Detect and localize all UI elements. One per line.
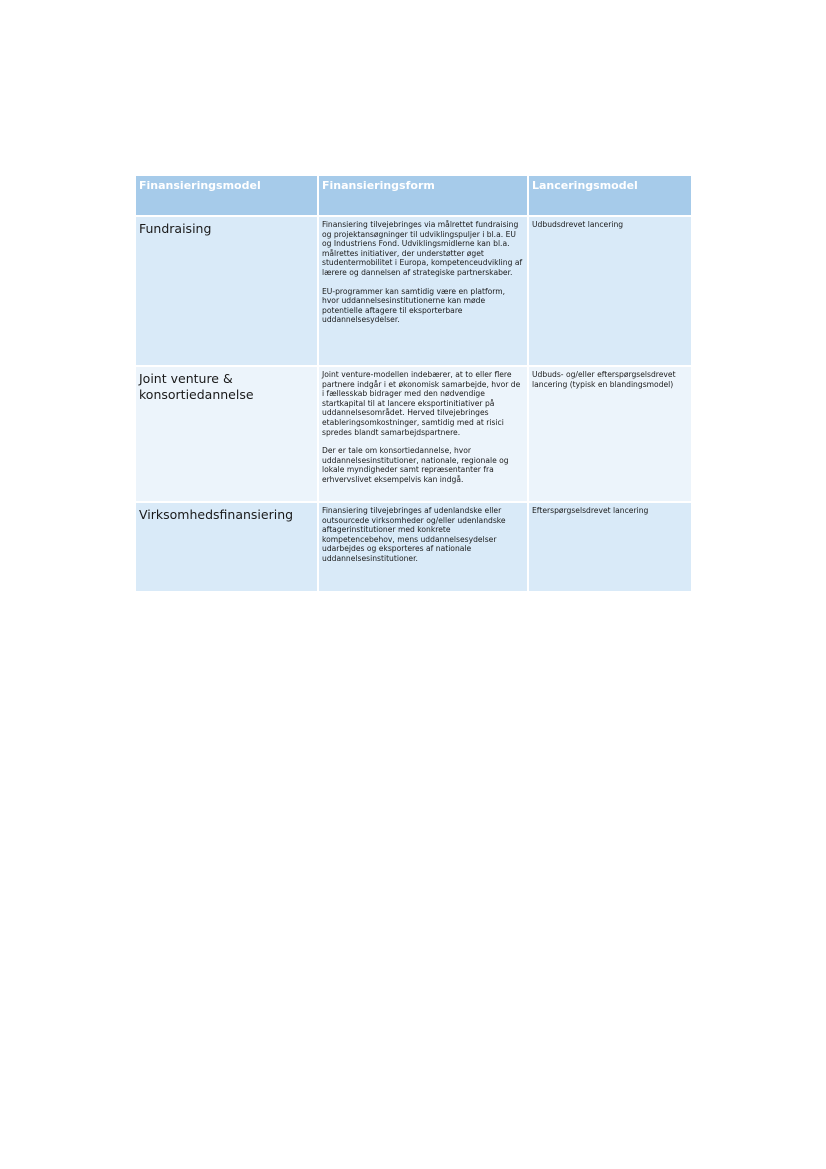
cell-model [136,367,319,503]
header-launch-model: Lanceringsmodel [529,176,691,217]
table-row [136,367,691,503]
launch-text: Efterspørgselsdrevet lancering [532,506,649,515]
header-financing-model: Finansieringsmodel [136,176,319,217]
cell-form [319,367,529,503]
form-paragraph: EU-programmer kan samtidig være en platform, hvor uddannelsesinstitutionerne kan møde potentielle aftagere til eksporterbare uddannelsesydelser. [322,286,506,325]
model-name: Fundraising [139,221,212,236]
form-paragraph: Der er tale om konsortiedannelse, hvor uddannelsesinstitutioner, nationale, regionale og lokale myndigheder samt repræsentanter fra erhvervslivet eksempelvis kan indgå. [322,446,509,484]
launch-text: Udbuds- og/eller efterspørgselsdrevet lancering (typisk en blandingsmodel) [532,370,676,389]
cell-form [319,503,529,593]
model-name: Virksomhedsfinansiering [139,507,294,522]
table-row [136,217,691,367]
table-row [136,503,691,593]
table-header-row [136,176,691,217]
cell-launch [529,217,691,367]
header-financing-form: Finansieringsform [319,176,529,217]
cell-launch [529,367,691,503]
form-paragraph: Joint venture-modellen indebærer, at to eller flere partnere indgår i et økonomisk samarbejde, hvor de i fællesskab bidrager med den nødvendige startkapital til at lancere eksportinitiativer på uddannelsesområdet. Herved tilvejebringes etableringsomkostninger, samtidig med at risici spredes blandt samarbejdspartnere. [322,370,521,437]
cell-form [319,217,529,367]
cell-model [136,217,319,367]
financing-model-table [136,176,691,593]
form-paragraph: Finansiering tilvejebringes via målrettet fundraising og projektansøgninger til udviklingspuljer i bl.a. EU og Industriens Fond. Udviklingsmidlerne kan bl.a. målrettes initiativer, der understøtter øget studentermobilitet i Europa, kompetenceudvikling af lærere og dannelsen af strategiske partnerskaber. [322,220,523,277]
model-name: Joint venture & konsortiedannelse [139,371,254,402]
launch-text: Udbudsdrevet lancering [532,220,624,229]
cell-launch [529,503,691,593]
cell-model [136,503,319,593]
form-paragraph: Finansiering tilvejebringes af udenlandske eller outsourcede virksomheder og/eller udenlandske aftagerinstitutioner med konkrete kompetencebehov, mens uddannelsesydelser udarbejdes og eksporteres af nationale uddannelsesinstitutioner. [322,506,506,563]
